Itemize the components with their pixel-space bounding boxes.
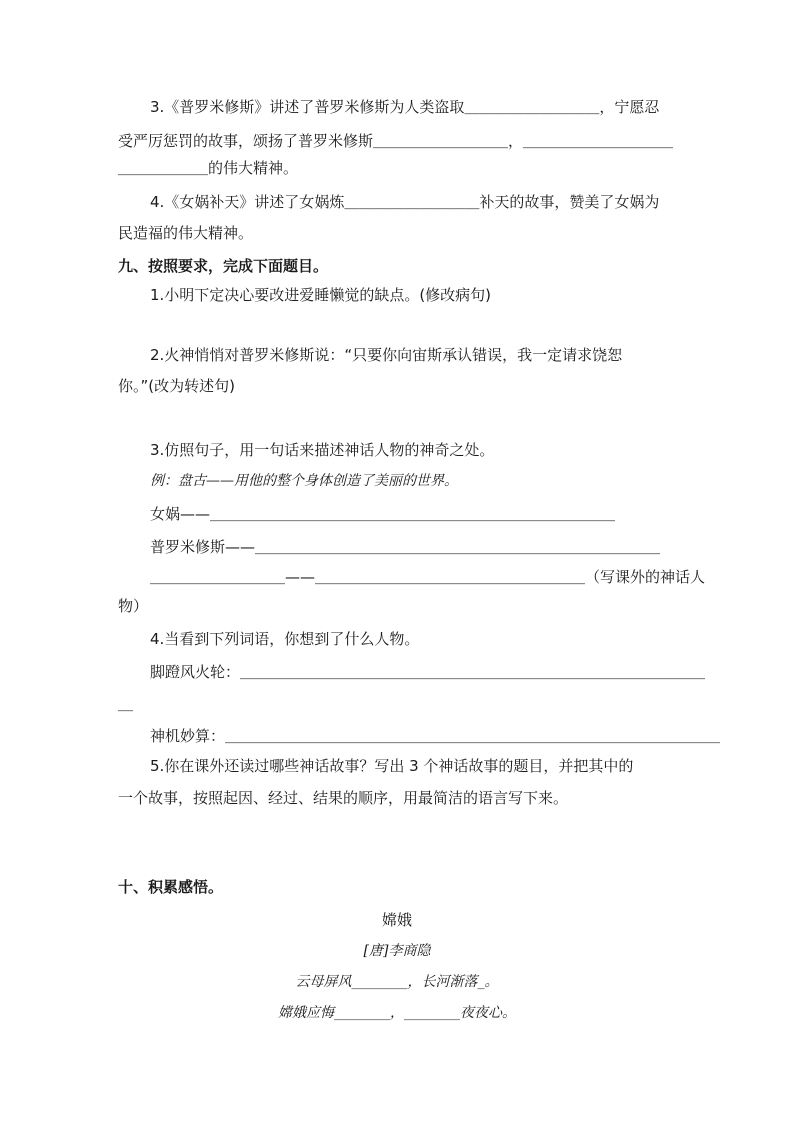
poem-author: [唐]李商隐 — [363, 943, 431, 959]
other-myth-line-2: 物） — [118, 597, 149, 615]
section-9-item-2-line-2: 你。”(改为转述句) — [118, 377, 235, 395]
section-9-item-5-line-1: 5.你在课外还读过哪些神话故事？写出 3 个神话故事的题目，并把其中的 — [150, 757, 634, 775]
other-myth-line-1: ＿＿＿＿＿＿＿＿＿——＿＿＿＿＿＿＿＿＿＿＿＿＿＿＿＿＿＿（写课外的神话人 — [150, 568, 706, 586]
question-3-line-2: 受严厉惩罚的故事，颂扬了普罗米修斯＿＿＿＿＿＿＿＿＿，＿＿＿＿＿＿＿＿＿＿ — [118, 132, 674, 150]
question-4-line-1: 4.《女娲补天》讲述了女娲炼＿＿＿＿＿＿＿＿＿补天的故事，赞美了女娲为 — [150, 193, 660, 211]
word-2-answer-line: 神机妙算：＿＿＿＿＿＿＿＿＿＿＿＿＿＿＿＿＿＿＿＿＿＿＿＿＿＿＿＿＿＿＿＿＿ — [150, 727, 721, 745]
section-9-item-4: 4.当看到下列词语，你想到了什么人物。 — [150, 630, 420, 648]
section-9-item-2-line-1: 2.火神悄悄对普罗米修斯说：“只要你向宙斯承认错误，我一定请求饶恕 — [150, 346, 623, 364]
word-1-answer-overflow: ＿ — [118, 695, 134, 713]
section-10-heading: 十、积累感悟。 — [118, 878, 224, 896]
nuwa-answer-line: 女娲——＿＿＿＿＿＿＿＿＿＿＿＿＿＿＿＿＿＿＿＿＿＿＿＿＿＿＿ — [150, 505, 616, 523]
poem-title: 嫦娥 — [381, 911, 412, 929]
section-9-item-1: 1.小明下定决心要改进爱睡懒觉的缺点。(修改病句) — [150, 286, 492, 304]
question-3-line-1: 3.《普罗米修斯》讲述了普罗米修斯为人类盗取＿＿＿＿＿＿＿＿＿，宁愿忍 — [150, 98, 660, 116]
poem-line-2: 嫦娥应悔________，________夜夜心。 — [278, 1005, 516, 1021]
prometheus-answer-line: 普罗米修斯——＿＿＿＿＿＿＿＿＿＿＿＿＿＿＿＿＿＿＿＿＿＿＿＿＿＿＿ — [150, 538, 661, 556]
word-1-answer-line: 脚蹬风火轮：＿＿＿＿＿＿＿＿＿＿＿＿＿＿＿＿＿＿＿＿＿＿＿＿＿＿＿＿＿＿＿ — [150, 663, 706, 681]
example-sentence: 例：盘古——用他的整个身体创造了美丽的世界。 — [150, 473, 458, 489]
section-9-item-3: 3.仿照句子，用一句话来描述神话人物的神奇之处。 — [150, 441, 495, 459]
section-9-item-5-line-2: 一个故事，按照起因、经过、结果的顺序，用最简洁的语言写下来。 — [118, 789, 569, 807]
question-3-line-3: ＿＿＿＿＿＿的伟大精神。 — [118, 159, 299, 177]
question-4-line-2: 民造福的伟大精神。 — [118, 224, 254, 242]
poem-line-1: 云母屏风________，长河渐落_。 — [295, 974, 499, 990]
section-9-heading: 九、按照要求，完成下面题目。 — [118, 257, 329, 275]
